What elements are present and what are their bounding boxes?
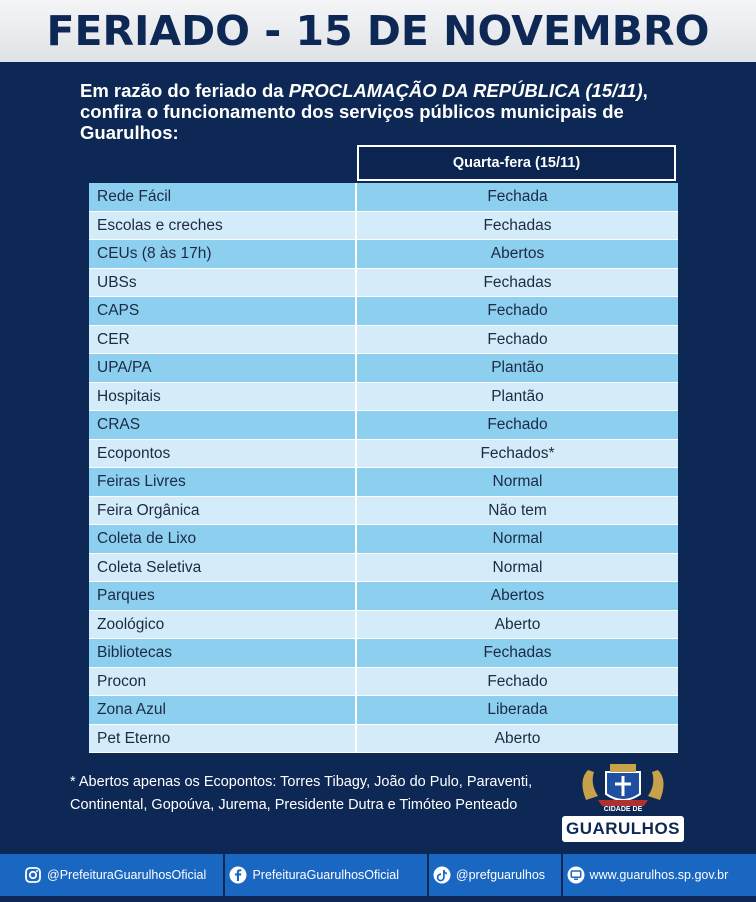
table-row: [89, 383, 678, 412]
service-status: Plantão: [491, 359, 544, 376]
table-row: [89, 725, 678, 754]
service-status: Fechado: [487, 302, 548, 319]
service-name: Zoológico: [89, 611, 357, 639]
service-name: CER: [89, 326, 357, 354]
page-title: FERIADO - 15 DE NOVEMBRO: [46, 7, 710, 55]
footer-instagram-label: @PrefeituraGuarulhosOficial: [47, 868, 207, 882]
table-row: [89, 212, 678, 241]
footer-tiktok-label: @prefguarulhos: [455, 868, 546, 882]
table-row: [89, 582, 678, 611]
service-status: Fechado: [487, 330, 548, 348]
service-status: Aberto: [494, 615, 541, 633]
table-row: [89, 497, 678, 526]
service-status: Plantão: [491, 387, 544, 405]
service-name: Feira Orgânica: [89, 497, 357, 525]
service-name: Feiras Livres: [89, 468, 357, 496]
service-status: Aberto: [494, 729, 541, 747]
service-status: Normal: [492, 558, 543, 576]
service-status: Fechados*: [480, 444, 555, 462]
service-status: Abertos: [490, 245, 545, 262]
footer-tiktok[interactable]: [429, 854, 561, 896]
service-name: UBSs: [89, 269, 357, 297]
table-row: [89, 440, 678, 469]
table-row: [89, 696, 678, 725]
footer-website[interactable]: [563, 854, 756, 896]
service-status: Não tem: [488, 501, 547, 519]
table-row: [89, 554, 678, 583]
service-name: CRAS: [89, 411, 357, 439]
table-row: [89, 668, 678, 697]
table-row: [89, 183, 678, 212]
logo-small-text: CIDADE DE: [603, 806, 643, 813]
intro-text: [80, 80, 710, 143]
service-status: Fechado: [487, 672, 548, 690]
service-status: Fechado: [487, 416, 548, 433]
service-status: Normal: [492, 530, 543, 547]
service-name: Coleta Seletiva: [89, 554, 357, 582]
services-table: [89, 183, 678, 753]
footer-instagram[interactable]: [0, 854, 223, 896]
service-name: Procon: [89, 668, 357, 696]
footer-website-label: www.guarulhos.sp.gov.br: [589, 868, 729, 882]
service-name: Bibliotecas: [89, 639, 357, 667]
intro-part1: Em razão do feriado da: [80, 80, 289, 101]
service-status: Fechadas: [483, 273, 552, 291]
footer-facebook[interactable]: [225, 854, 426, 896]
table-row: [89, 411, 678, 440]
header-banner: [0, 0, 756, 62]
service-name: CEUs (8 às 17h): [89, 240, 357, 268]
footer-bottom-strip: [0, 896, 756, 902]
table-row: [89, 240, 678, 269]
intro-part2: , confira o funcionamento dos serviços públicos municipais de Guarulhos:: [80, 80, 648, 143]
table-row: [89, 269, 678, 298]
service-name: Hospitais: [89, 383, 357, 411]
service-status: Liberada: [487, 701, 548, 718]
service-name: Rede Fácil: [89, 183, 357, 211]
service-status: Abertos: [490, 587, 545, 604]
footnote: * Abertos apenas os Ecopontos: Torres Tibagy, João do Pulo, Paraventi, Continental, Gopoúva, Jurema, Presidente Dutra e Timóteo Penteado: [70, 774, 533, 813]
guarulhos-logo: [558, 760, 688, 842]
table-row: [89, 354, 678, 383]
footer-bar: [0, 854, 756, 896]
facebook-icon: [229, 866, 247, 884]
service-name: Pet Eterno: [89, 725, 357, 753]
monitor-icon: [567, 866, 585, 884]
logo-name: GUARULHOS: [565, 819, 681, 838]
intro-emphasis: PROCLAMAÇÃO DA REPÚBLICA (15/11): [288, 80, 643, 101]
service-status: Fechadas: [483, 216, 552, 234]
column-header: Quarta-fera (15/11): [357, 145, 676, 181]
service-name: CAPS: [89, 297, 357, 325]
table-row: [89, 525, 678, 554]
service-status: Fechada: [487, 188, 548, 205]
table-row: [89, 326, 678, 355]
service-name: Escolas e creches: [89, 212, 357, 240]
service-name: Zona Azul: [89, 696, 357, 724]
table-row: [89, 297, 678, 326]
service-name: Ecopontos: [89, 440, 357, 468]
service-status: Fechadas: [483, 644, 552, 661]
table-row: [89, 639, 678, 668]
service-name: Coleta de Lixo: [89, 525, 357, 553]
table-row: [89, 468, 678, 497]
footer-facebook-label: PrefeituraGuarulhosOficial: [252, 868, 400, 882]
service-status: Normal: [492, 473, 543, 490]
service-name: UPA/PA: [89, 354, 357, 382]
service-name: Parques: [89, 582, 357, 610]
tiktok-icon: [433, 866, 451, 884]
coat-of-arms-icon: [558, 760, 688, 810]
table-row: [89, 611, 678, 640]
instagram-icon: [24, 866, 42, 884]
